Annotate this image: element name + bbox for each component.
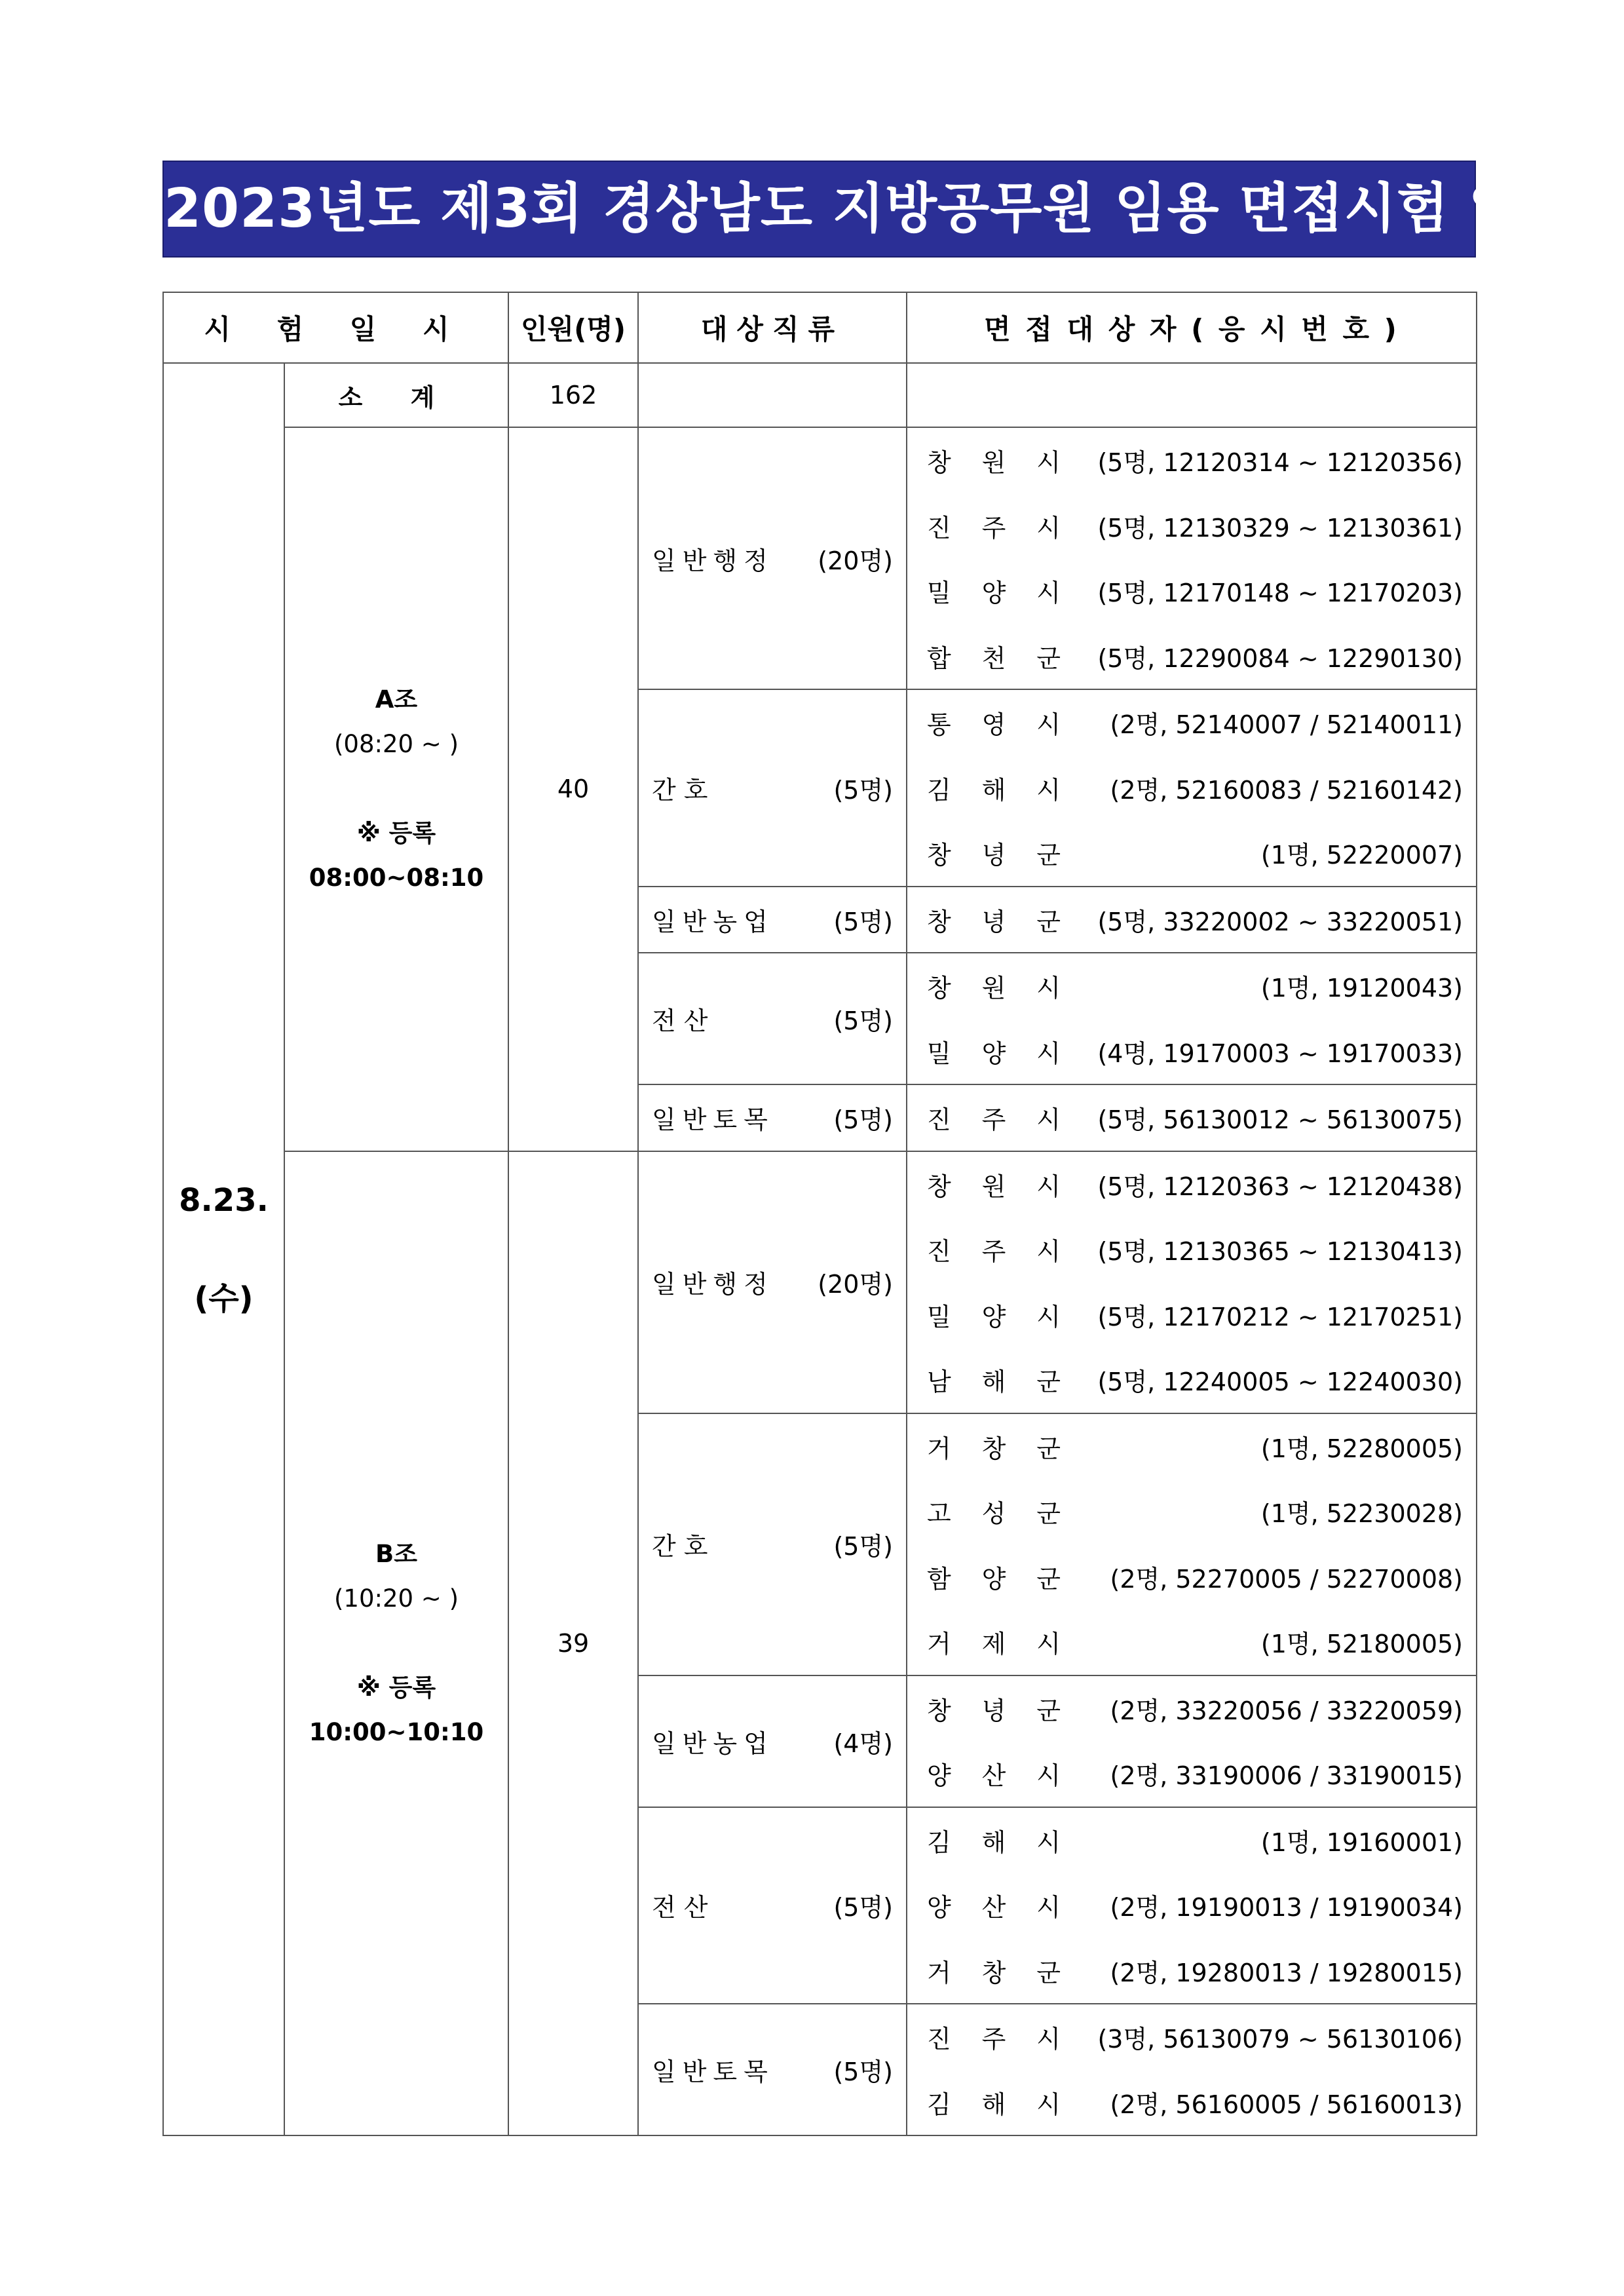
job-count: (5명) [833, 775, 893, 805]
candidate-city: 밀 양 시 [927, 1302, 1061, 1331]
candidate-detail: (4명, 19170003 ~ 19170033) [1097, 1039, 1463, 1068]
candidate-city: 진 주 시 [927, 2025, 1061, 2054]
candidate-entry [907, 1938, 1476, 2004]
candidate-detail: (5명, 12130365 ~ 12130413) [1097, 1237, 1463, 1267]
job-name: 일반농업 [652, 907, 774, 936]
job-cell [638, 1084, 907, 1151]
job-cell [638, 2004, 907, 2135]
candidate-city: 거 창 군 [927, 1958, 1061, 1987]
candidate-detail: (1명, 52180005) [1260, 1630, 1463, 1659]
job-name: 전 산 [652, 1006, 708, 1035]
candidate-entry [907, 1479, 1476, 1544]
candidate-city: 밀 양 시 [927, 579, 1061, 608]
subtotal-count: 162 [508, 363, 638, 427]
candidates-cell [907, 689, 1477, 887]
candidate-detail: (1명, 19120043) [1260, 974, 1463, 1003]
candidate-city: 김 해 시 [927, 775, 1061, 805]
candidate-detail: (2명, 52270005 / 52270008) [1110, 1564, 1463, 1594]
candidate-city: 함 양 군 [927, 1564, 1061, 1594]
job-cell [638, 887, 907, 953]
candidate-detail: (2명, 19280013 / 19280015) [1110, 1958, 1463, 1987]
job-row [163, 1151, 1477, 1413]
candidates-cell [907, 427, 1477, 689]
candidate-entry [907, 1217, 1476, 1282]
candidate-city: 양 산 시 [927, 1893, 1061, 1923]
candidate-city: 진 주 시 [927, 1105, 1061, 1135]
candidate-entry [907, 1741, 1476, 1807]
job-name: 일반행정 [652, 546, 774, 575]
candidate-detail: (5명, 12120363 ~ 12120438) [1097, 1172, 1463, 1201]
candidate-detail: (5명, 12240005 ~ 12240030) [1097, 1368, 1463, 1397]
candidate-city: 합 천 군 [927, 643, 1061, 673]
candidate-detail: (5명, 12130329 ~ 12130361) [1097, 513, 1463, 543]
job-name: 일반토목 [652, 1105, 774, 1135]
candidate-detail: (2명, 33220056 / 33220059) [1110, 1696, 1463, 1725]
job-name: 간 호 [652, 1532, 708, 1561]
group-name: B조 [375, 1539, 417, 1568]
job-cell [638, 1807, 907, 2004]
candidate-city: 진 주 시 [927, 1237, 1061, 1267]
table-body [163, 363, 1477, 2135]
candidate-city: 양 산 시 [927, 1761, 1061, 1791]
candidate-entry [907, 1873, 1476, 1938]
candidate-entry [907, 1347, 1476, 1413]
candidate-entry [907, 493, 1476, 559]
job-row [163, 427, 1477, 689]
job-cell [638, 427, 907, 689]
candidate-city: 창 원 시 [927, 974, 1061, 1003]
job-name: 간 호 [652, 775, 708, 805]
job-count: (5명) [833, 1532, 893, 1561]
subtotal-job-empty [638, 363, 907, 427]
candidate-entry [907, 428, 1476, 493]
candidate-detail: (2명, 52140007 / 52140011) [1110, 710, 1463, 740]
candidate-entry [907, 1414, 1476, 1480]
group-cell [284, 427, 508, 1151]
candidate-entry [907, 1676, 1476, 1742]
job-cell [638, 1675, 907, 1807]
candidate-detail: (1명, 19160001) [1260, 1827, 1463, 1857]
job-name: 일반행정 [652, 1270, 774, 1299]
candidate-city: 김 해 시 [927, 1827, 1061, 1857]
candidate-detail: (2명, 19190013 / 19190034) [1110, 1893, 1463, 1923]
candidates-cell [907, 1807, 1477, 2004]
candidate-city: 남 해 군 [927, 1368, 1061, 1397]
job-count: (5명) [833, 1893, 893, 1923]
candidates-cell [907, 1675, 1477, 1807]
candidate-entry [907, 820, 1476, 886]
candidate-entry [907, 1544, 1476, 1610]
subtotal-row [163, 363, 1477, 427]
exam-date-cell [163, 363, 284, 2135]
candidate-entry [907, 690, 1476, 756]
candidate-city: 거 창 군 [927, 1434, 1061, 1463]
group-registration-time: 08:00~08:10 [309, 864, 484, 892]
group-registration-time: 10:00~10:10 [309, 1717, 484, 1746]
job-count: (4명) [833, 1729, 893, 1758]
subtotal-candidates-empty [907, 363, 1477, 427]
candidate-city: 김 해 시 [927, 2090, 1061, 2119]
job-cell [638, 953, 907, 1084]
candidates-cell [907, 1413, 1477, 1675]
header-headcount: 인원(명) [508, 292, 638, 363]
job-count: (5명) [833, 2057, 893, 2086]
candidate-entry [907, 1085, 1476, 1151]
candidates-cell [907, 2004, 1477, 2135]
job-count: (20명) [818, 1270, 893, 1299]
group-count: 40 [508, 427, 638, 1151]
candidate-entry [907, 953, 1476, 1019]
table-header-row [163, 292, 1477, 363]
candidate-entry [907, 624, 1476, 689]
header-date-time: 시 험 일 시 [163, 292, 508, 363]
candidate-city: 밀 양 시 [927, 1039, 1061, 1068]
candidate-city: 고 성 군 [927, 1499, 1061, 1529]
candidate-detail: (5명, 56130012 ~ 56130075) [1097, 1105, 1463, 1135]
candidate-city: 창 녕 군 [927, 841, 1061, 870]
exam-date: 8.23. [179, 1181, 269, 1219]
job-name: 일반토목 [652, 2057, 774, 2086]
candidates-cell [907, 1151, 1477, 1413]
candidate-detail: (1명, 52220007) [1260, 841, 1463, 870]
candidate-city: 거 제 시 [927, 1630, 1061, 1659]
candidate-detail: (2명, 52160083 / 52160142) [1110, 775, 1463, 805]
job-name: 일반농업 [652, 1729, 774, 1758]
group-registration-label: ※ 등록 [356, 1673, 436, 1702]
candidate-detail: (1명, 52230028) [1260, 1499, 1463, 1529]
candidate-entry [907, 2004, 1476, 2070]
group-start-time: (08:20 ~ ) [333, 730, 459, 759]
candidate-city: 창 원 시 [927, 448, 1061, 478]
candidates-cell [907, 887, 1477, 953]
candidate-detail: (1명, 52280005) [1260, 1434, 1463, 1463]
candidate-entry [907, 1152, 1476, 1217]
candidate-entry [907, 1282, 1476, 1348]
candidate-entry [907, 558, 1476, 624]
candidate-city: 진 주 시 [927, 513, 1061, 543]
candidate-detail: (3명, 56130079 ~ 56130106) [1097, 2025, 1463, 2054]
header-job: 대상직류 [638, 292, 907, 363]
interview-schedule-table [162, 292, 1477, 2136]
candidate-detail: (5명, 12120314 ~ 12120356) [1097, 448, 1463, 478]
candidates-cell [907, 1084, 1477, 1151]
candidate-detail: (5명, 12170212 ~ 12170251) [1097, 1302, 1463, 1331]
document-title: 2023년도 제3회 경상남도 지방공무원 임용 면접시험 일정 [162, 161, 1476, 258]
candidate-entry [907, 1609, 1476, 1675]
candidate-city: 창 녕 군 [927, 907, 1061, 936]
job-count: (20명) [818, 546, 893, 575]
group-registration-label: ※ 등록 [356, 819, 436, 848]
job-name: 전 산 [652, 1893, 708, 1923]
group-spacer [285, 1621, 508, 1666]
candidate-detail: (5명, 12170148 ~ 12170203) [1097, 579, 1463, 608]
job-count: (5명) [833, 1105, 893, 1135]
header-candidates: 면 접 대 상 자 ( 응 시 번 호 ) [907, 292, 1477, 363]
job-cell [638, 1413, 907, 1675]
candidate-detail: (5명, 12290084 ~ 12290130) [1097, 643, 1463, 673]
group-name: A조 [375, 685, 418, 714]
candidate-entry [907, 2070, 1476, 2135]
job-count: (5명) [833, 1006, 893, 1035]
candidates-cell [907, 953, 1477, 1084]
candidate-entry [907, 1808, 1476, 1873]
candidate-entry [907, 756, 1476, 821]
job-cell [638, 1151, 907, 1413]
candidate-city: 통 영 시 [927, 710, 1061, 740]
job-cell [638, 689, 907, 887]
candidate-city: 창 원 시 [927, 1172, 1061, 1201]
candidate-city: 창 녕 군 [927, 1696, 1061, 1725]
subtotal-label: 소 계 [284, 363, 508, 427]
group-spacer [285, 767, 508, 811]
candidate-detail: (2명, 56160005 / 56160013) [1110, 2090, 1463, 2119]
candidate-detail: (2명, 33190006 / 33190015) [1110, 1761, 1463, 1791]
group-cell [284, 1151, 508, 2136]
group-count: 39 [508, 1151, 638, 2136]
job-count: (5명) [833, 907, 893, 936]
candidate-entry [907, 887, 1476, 953]
candidate-detail: (5명, 33220002 ~ 33220051) [1097, 907, 1463, 936]
exam-weekday: (수) [194, 1280, 254, 1317]
group-start-time: (10:20 ~ ) [333, 1584, 459, 1613]
candidate-entry [907, 1019, 1476, 1084]
